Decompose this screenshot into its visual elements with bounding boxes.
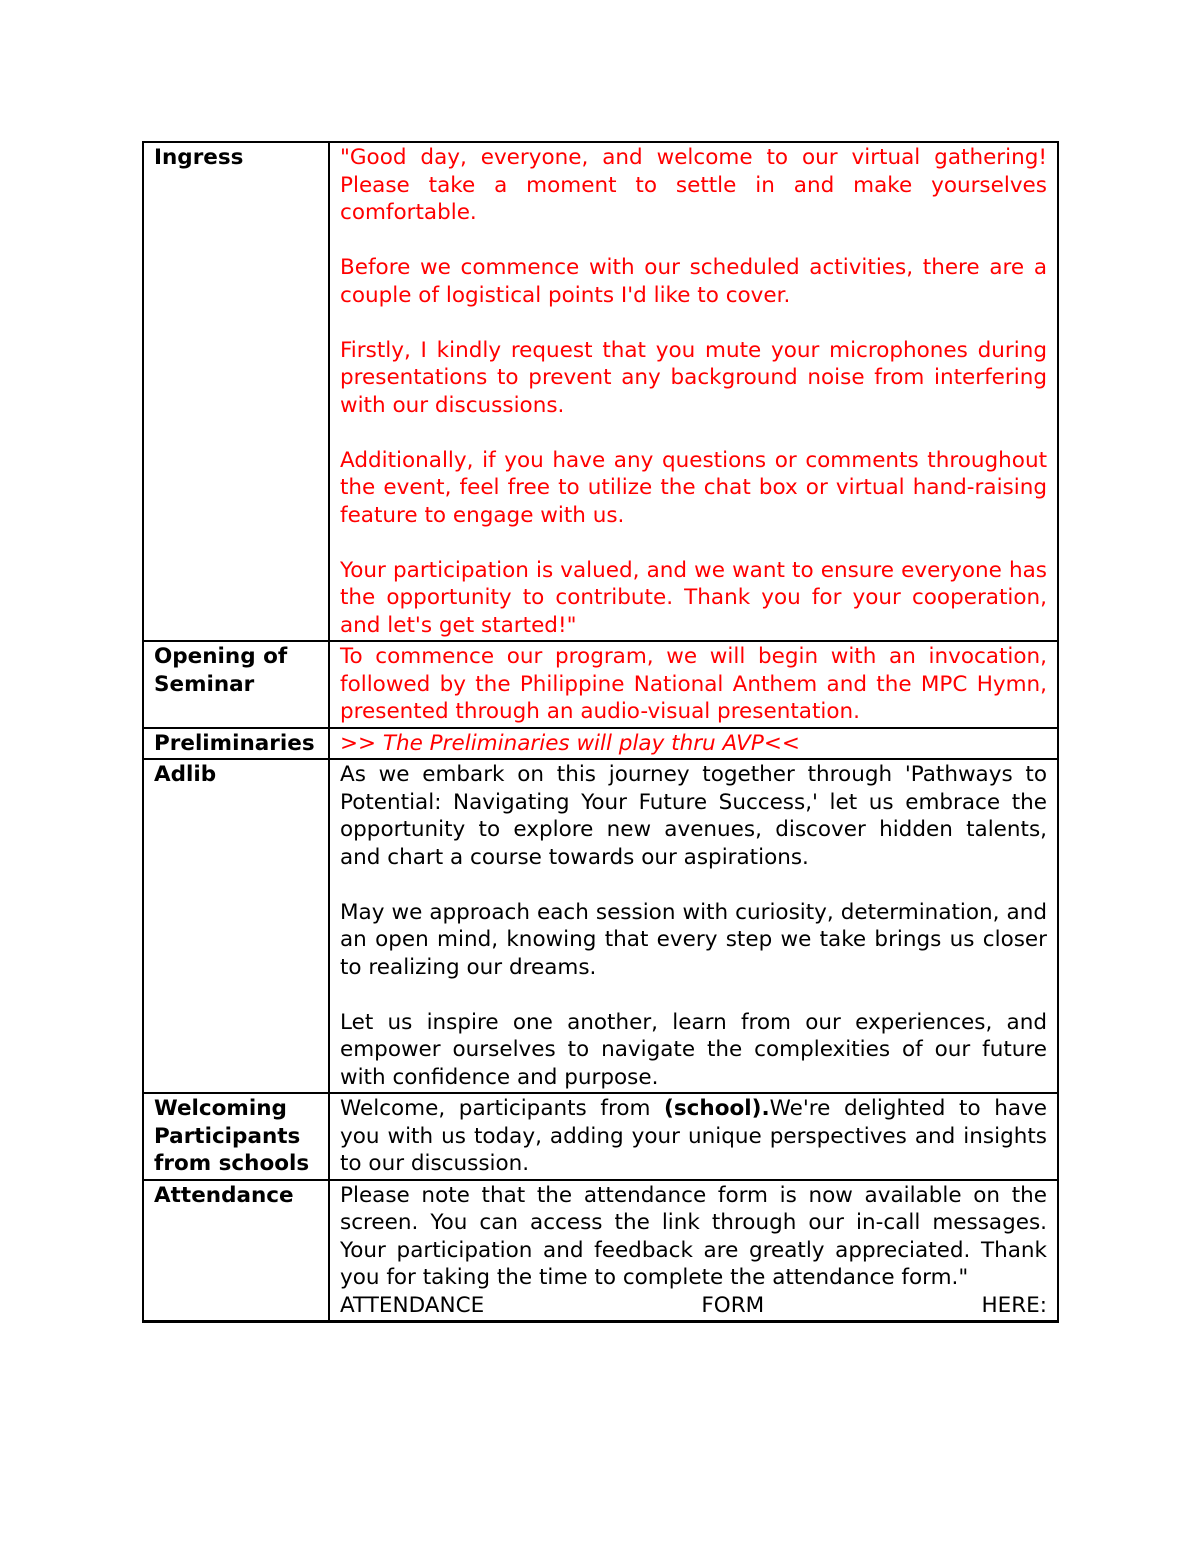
welcoming-text bbox=[340, 1095, 1047, 1178]
welcoming-school-placeholder: (school). bbox=[664, 1096, 770, 1121]
table-row-adlib bbox=[143, 759, 1058, 1093]
attendance-form-word-1: ATTENDANCE bbox=[340, 1292, 485, 1318]
ingress-paragraph-4: Additionally, if you have any questions or comments throughout the event, feel free to utilize the chat box or virtual hand-raising feature to engage with us. bbox=[340, 447, 1047, 528]
ingress-paragraph-3: Firstly, I kindly request that you mute your microphones during presentations to prevent any background noise from interfering with our discussions. bbox=[340, 337, 1047, 418]
adlib-paragraph-3: Let us inspire one another, learn from our experiences, and empower ourselves to navigate the complexities of our future with confidence and purpose. bbox=[340, 1009, 1047, 1090]
table-row-attendance bbox=[143, 1180, 1058, 1322]
table-row-preliminaries bbox=[143, 728, 1058, 760]
row-content-welcoming bbox=[329, 1093, 1058, 1180]
preliminaries-text: >> The Preliminaries will play thru AVP<< bbox=[340, 730, 800, 756]
ingress-paragraph-2: Before we commence with our scheduled activities, there are a couple of logistical points I'd like to cover. bbox=[340, 255, 1047, 308]
row-label-preliminaries: Preliminaries bbox=[143, 728, 329, 760]
welcoming-text-after: We're delighted to have you with us today, adding your unique perspectives and insights to our discussion. bbox=[340, 1096, 1047, 1176]
row-content-ingress bbox=[329, 142, 1058, 641]
table-row-opening bbox=[143, 641, 1058, 728]
ingress-paragraph-5: Your participation is valued, and we want to ensure everyone has the opportunity to contribute. Thank you for your cooperation, and let's get started!" bbox=[340, 557, 1047, 638]
ingress-paragraph-1: "Good day, everyone, and welcome to our virtual gathering! Please take a moment to settle in and make yourselves comfortable. bbox=[340, 145, 1047, 225]
attendance-text: Please note that the attendance form is now available on the screen. You can access the link through our in-call messages. Your participation and feedback are greatly appreciated. Thank you for taking the time to complete the attendance form." bbox=[340, 1182, 1047, 1290]
program-script-table bbox=[142, 141, 1059, 1323]
attendance-form-word-3: HERE: bbox=[981, 1292, 1047, 1318]
row-label-attendance: Attendance bbox=[143, 1180, 329, 1322]
row-content-preliminaries bbox=[329, 728, 1058, 760]
attendance-form-line bbox=[340, 1292, 1047, 1320]
row-label-welcoming: Welcoming Participants from schools bbox=[143, 1093, 329, 1180]
row-label-opening: Opening of Seminar bbox=[143, 641, 329, 728]
opening-text: To commence our program, we will begin with an invocation, followed by the Philippine National Anthem and the MPC Hymn, presented through an audio-visual presentation. bbox=[340, 644, 1047, 724]
table-row-ingress bbox=[143, 142, 1058, 641]
row-label-adlib: Adlib bbox=[143, 759, 329, 1093]
adlib-paragraph-2: May we approach each session with curiosity, determination, and an open mind, knowing that every step we take brings us closer to realizing our dreams. bbox=[340, 899, 1047, 980]
row-content-opening bbox=[329, 641, 1058, 728]
attendance-form-word-2: FORM bbox=[701, 1292, 765, 1318]
table-row-welcoming bbox=[143, 1093, 1058, 1180]
row-content-adlib bbox=[329, 759, 1058, 1093]
row-content-attendance bbox=[329, 1180, 1058, 1322]
adlib-paragraph-1: As we embark on this journey together through 'Pathways to Potential: Navigating Your Future Success,' let us embrace the opportunity to explore new avenues, discover hidden talents, and chart a course towards our aspirations. bbox=[340, 762, 1047, 870]
welcoming-text-before: Welcome, participants from bbox=[340, 1096, 665, 1121]
row-label-ingress: Ingress bbox=[143, 142, 329, 641]
